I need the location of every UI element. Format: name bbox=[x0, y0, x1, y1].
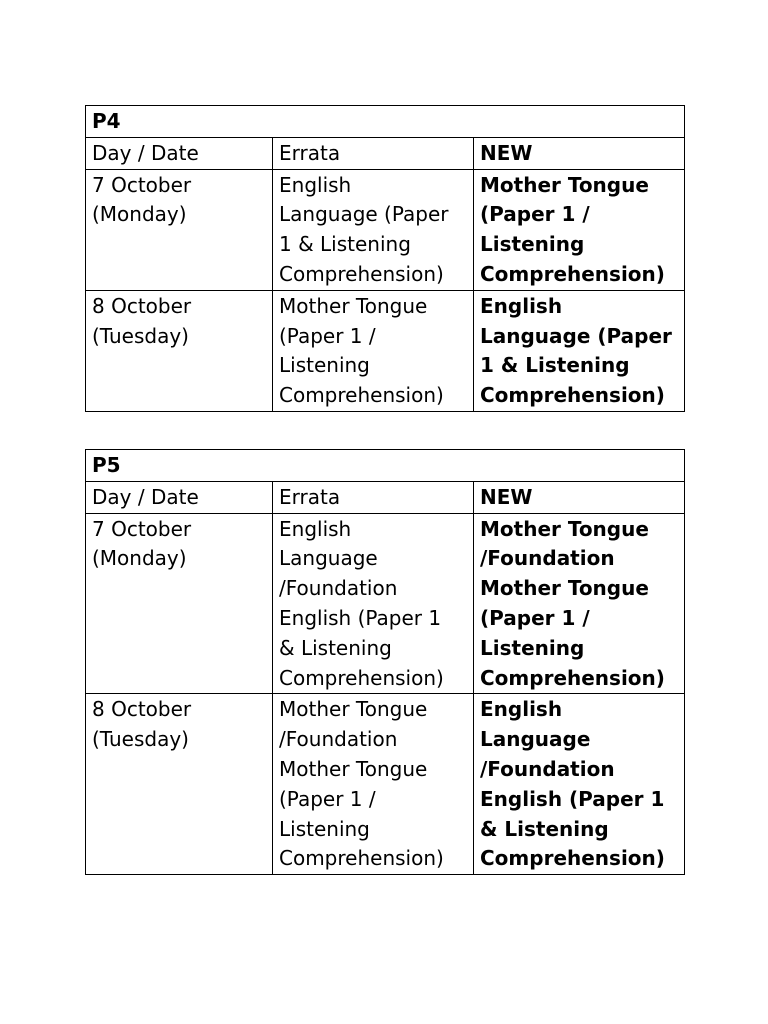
header-new: NEW bbox=[474, 481, 685, 513]
cell-errata: English Language (Paper 1 & Listening Comprehension) bbox=[273, 169, 474, 290]
cell-day-date: 7 October (Monday) bbox=[86, 513, 273, 694]
cell-day-date: 8 October (Tuesday) bbox=[86, 290, 273, 411]
header-day-date: Day / Date bbox=[86, 481, 273, 513]
table-header-row bbox=[86, 481, 685, 513]
header-day-date: Day / Date bbox=[86, 137, 273, 169]
table-title: P5 bbox=[86, 450, 685, 482]
header-errata: Errata bbox=[273, 137, 474, 169]
table-title-row bbox=[86, 106, 685, 138]
table-row bbox=[86, 169, 685, 290]
table-title: P4 bbox=[86, 106, 685, 138]
header-new: NEW bbox=[474, 137, 685, 169]
cell-new: Mother Tongue /Foundation Mother Tongue (Paper 1 / Listening Comprehension) bbox=[474, 513, 685, 694]
cell-day-date: 8 October (Tuesday) bbox=[86, 694, 273, 875]
cell-errata: Mother Tongue (Paper 1 / Listening Comprehension) bbox=[273, 290, 474, 411]
cell-errata: Mother Tongue /Foundation Mother Tongue (Paper 1 / Listening Comprehension) bbox=[273, 694, 474, 875]
table-row bbox=[86, 694, 685, 875]
table-row bbox=[86, 513, 685, 694]
p4-schedule-table bbox=[85, 105, 685, 412]
cell-errata: English Language /Foundation English (Paper 1 & Listening Comprehension) bbox=[273, 513, 474, 694]
table-title-row bbox=[86, 450, 685, 482]
cell-new: English Language /Foundation English (Paper 1 & Listening Comprehension) bbox=[474, 694, 685, 875]
p5-schedule-table bbox=[85, 449, 685, 875]
cell-new: Mother Tongue (Paper 1 / Listening Comprehension) bbox=[474, 169, 685, 290]
header-errata: Errata bbox=[273, 481, 474, 513]
cell-new: English Language (Paper 1 & Listening Comprehension) bbox=[474, 290, 685, 411]
table-row bbox=[86, 290, 685, 411]
cell-day-date: 7 October (Monday) bbox=[86, 169, 273, 290]
table-header-row bbox=[86, 137, 685, 169]
